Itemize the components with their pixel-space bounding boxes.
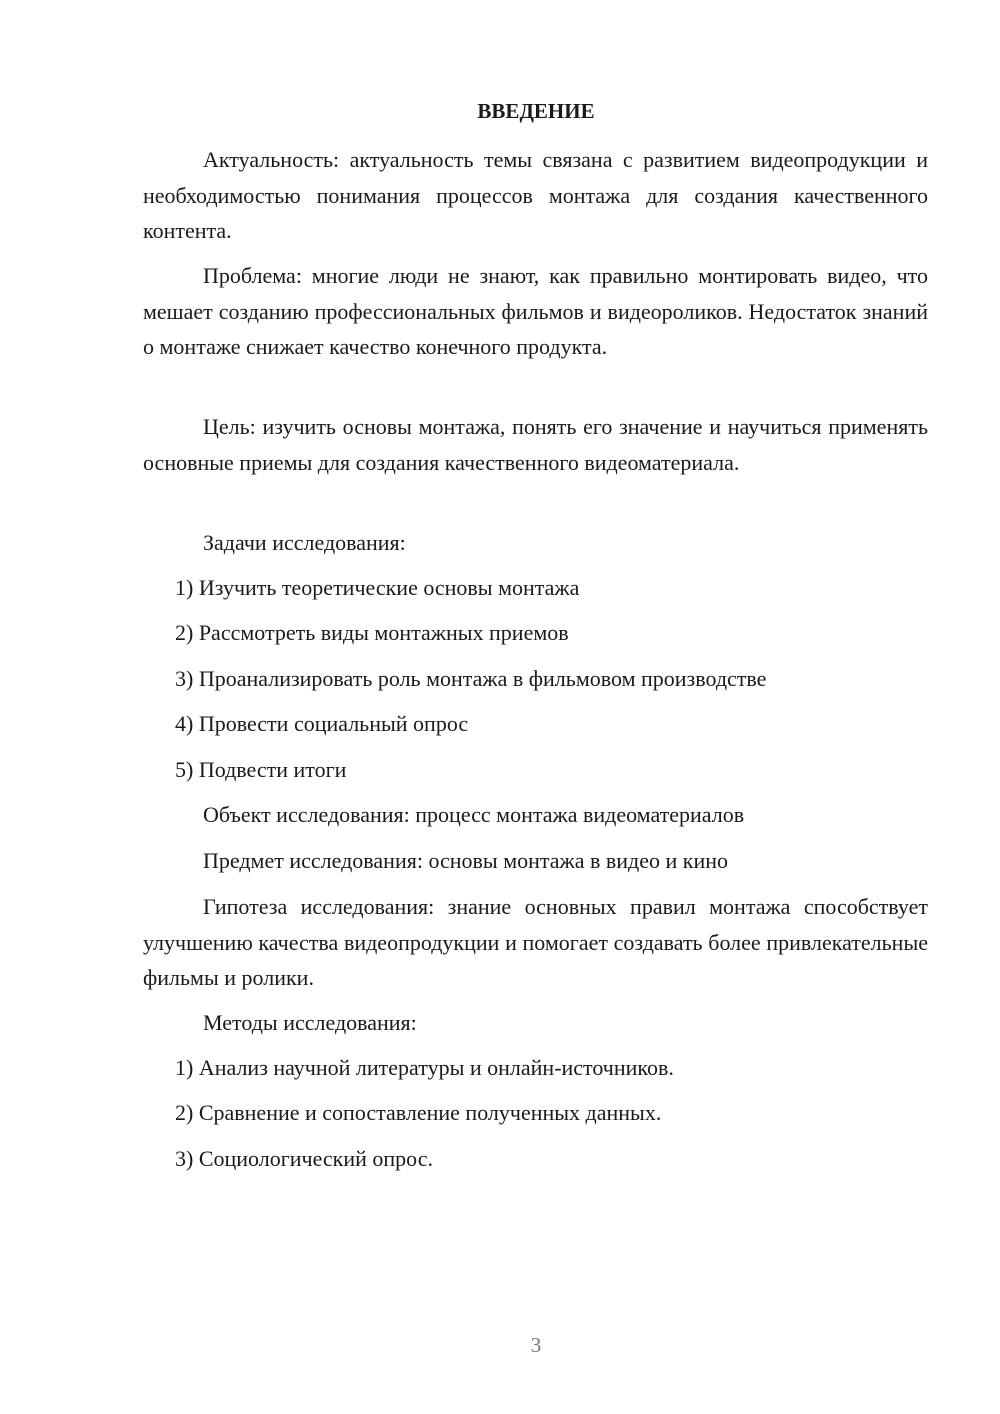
research-object: Объект исследования: процесс монтажа видеоматериалов [203,802,745,827]
goal-paragraph: Цель: изучить основы монтажа, понять его значение и научиться применять основные приемы для создания качественного видеоматериала. [143,414,928,475]
page-title: ВВЕДЕНИЕ [477,99,595,123]
task-item-5: 5) Подвести итоги [175,757,347,782]
task-item-1: 1) Изучить теоретические основы монтажа [175,575,580,600]
hypothesis-paragraph: Гипотеза исследования: знание основных правил монтажа способствует улучшению качества видеопродукции и помогает создавать более привлекательные фильмы и ролики. [143,894,928,990]
task-item-2: 2) Рассмотреть виды монтажных приемов [175,620,569,645]
method-item-2: 2) Сравнение и сопоставление полученных данных. [175,1100,662,1125]
method-item-1: 1) Анализ научной литературы и онлайн-источников. [175,1055,674,1080]
tasks-heading: Задачи исследования: [203,530,406,555]
actuality-paragraph: Актуальность: актуальность темы связана с развитием видеопродукции и необходимостью понимания процессов монтажа для создания качественного контента. [143,147,928,243]
method-item-3: 3) Социологический опрос. [175,1146,433,1171]
problem-paragraph: Проблема: многие люди не знают, как правильно монтировать видео, что мешает созданию профессиональных фильмов и видеороликов. Недостаток знаний о монтаже снижает качество конечного продукта. [143,263,928,359]
task-item-3: 3) Проанализировать роль монтажа в фильмовом производстве [175,666,767,691]
methods-heading: Методы исследования: [203,1010,417,1035]
task-item-4: 4) Провести социальный опрос [175,711,469,736]
research-subject: Предмет исследования: основы монтажа в видео и кино [203,848,729,873]
page-number: 3 [530,1333,542,1357]
